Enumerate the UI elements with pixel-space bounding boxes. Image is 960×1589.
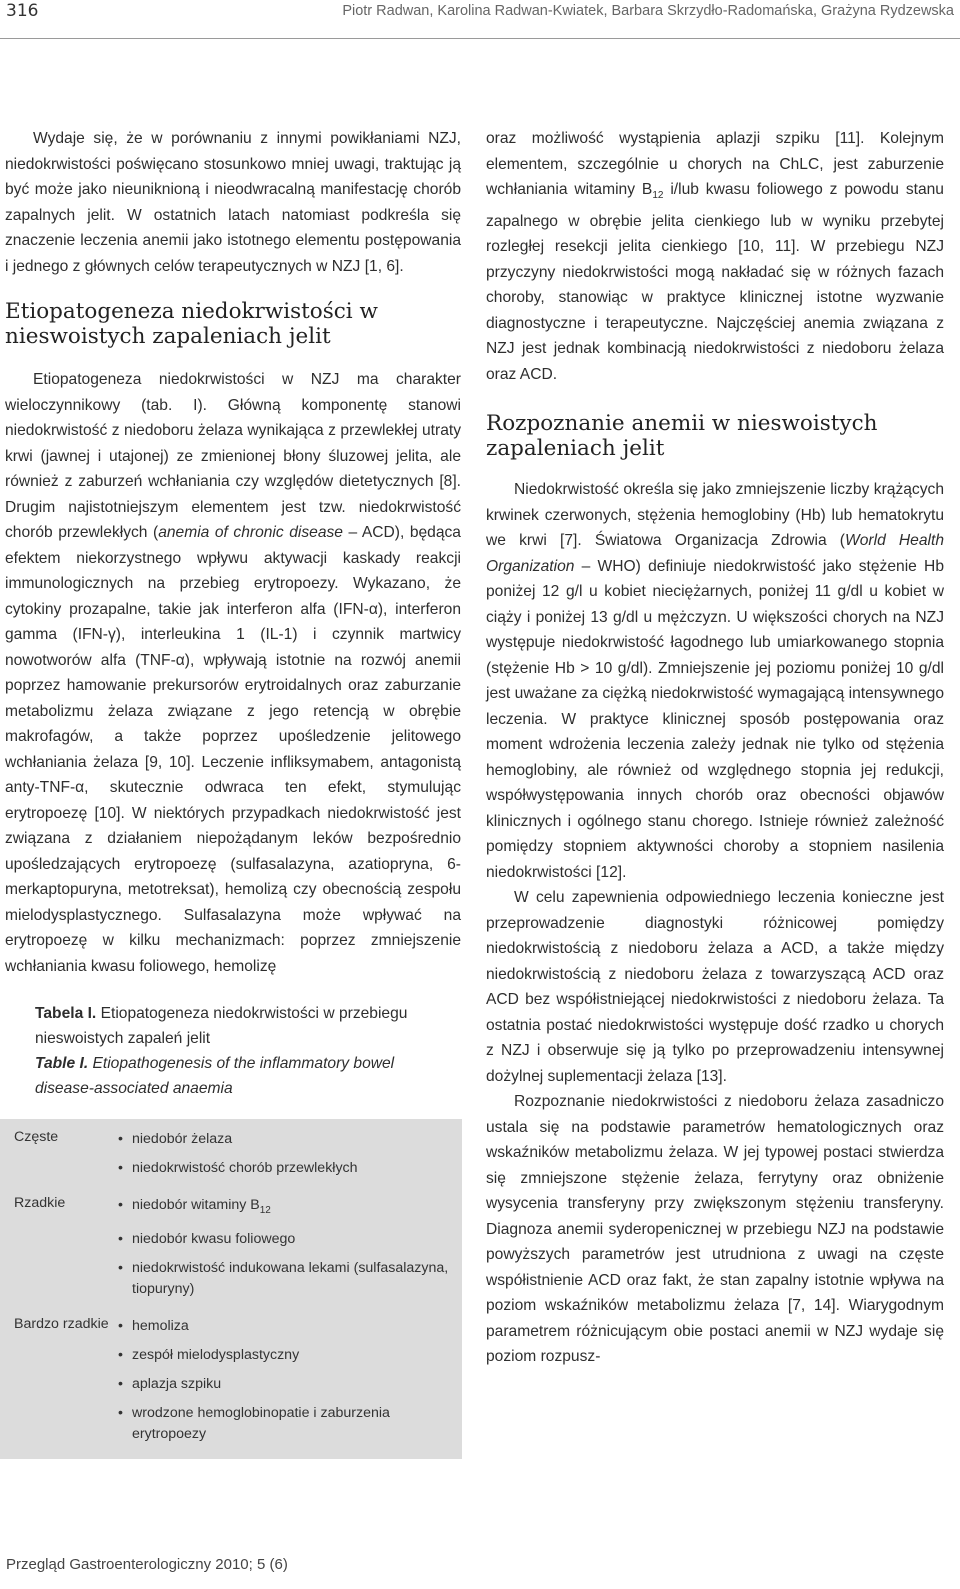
table-category: Bardzo rzadkie (14, 1315, 109, 1332)
etiopathogenesis-paragraph: Etiopatogeneza niedokrwistości w NZJ ma charakter wieloczynnikowy (tab. I). Główną komponentę stanowi niedokrwistość z niedoboru żelaza wynikająca z przewlekłej utraty krwi (jawnej i utajonej) ze zmienionej błony śluzowej jelita, ale również z zaburzeń wchłaniania czy względów dietetycznych [8]. Drugim najistotniejszym elementem jest tzw. niedokrwistość chorób przewlekłych (anemia of chronic disease – ACD), będąca efektem niekorzystnego wpływu aktywacji kaskady reakcji immunologicznych na przebieg erytropoezy. Wykazano, że cytokiny prozapalne, takie jak interferon alfa (IFN-α), interferon gamma (IFN-γ), interleukina 1 (IL-1) i czynnik martwicy nowotworów alfa (TNF-α), wpływają istotnie na rozwój anemii poprzez hamowanie prekursorów erytroidalnych oraz zaburzanie metabolizmu żelaza związane z jego retencją w obrębie makrofagów, a także poprzez upośledzenie jelitowego wchłaniania żelaza [9, 10]. Leczenie infliksymabem, antagonistą anty-TNF-α, skutecznie odwraca ten efekt, stymulując erytropoezę [10]. W niektórych przypadkach niedokrwistość jest związana z działaniem niepożądanym leków bezpośrednio upośledzających erytropoezę (sulfasalazyna, azatiopryna, 6-merkaptopuryna, metotreksat), hemolizą czy obecnością zespołu mielodysplastycznego. Sulfasalazyna może wpływać na erytropoezę w kilku mechanizmach: poprzez zmniejszenie wchłaniania kwasu foliowego, hemolizę (5, 371, 461, 975)
diagnosis-paragraph-1: Niedokrwistość określa się jako zmniejszenie liczby krążących krwinek czerwonych, stężenia hemoglobiny (Hb) lub hematokrytu we krwi [7]. Światowa Organizacja Zdrowia (World Health Organization – WHO) definiuje niedokrwistość jako stężenie Hb poniżej 12 g/l u kobiet nieciężarnych, poniżej 11 g/dl u kobiet w ciąży i poniżej 13 g/dl u mężczyzn. U większości chorych na NZJ występuje niedokrwistość łagodnego lub umiarkowanego stopnia (stężenie Hb > 10 g/dl). Zmniejszenie jej poziomu poniżej 10 g/dl jest uważane za ciężką niedokrwistość wymagającą intensywnego leczenia. W praktyce klinicznej sposób postępowania oraz moment wdrożenia leczenia zależy jednak nie tylko od stężenia hemoglobiny, ale również od względnego stopnia jej redukcji, współwystępowania innych chorób oraz obecności objawów klinicznych i ogólnego stanu chorego. Istnieje również zależność pomiędzy stopniem aktywności choroby a stopniem nasilenia niedokrwistości [12]. (486, 481, 944, 881)
table-row (0, 1195, 462, 1308)
table-caption-pl: Tabela I. Etiopatogeneza niedokrwistości w przebiegu nieswoistych zapaleń jelit (35, 1005, 408, 1047)
table-item: • wrodzone hemoglobinopatie i zaburzenia erytropoezy (118, 1403, 454, 1445)
table-item: • niedokrwistość indukowana lekami (sulfasalazyna, tiopuryny) (118, 1258, 454, 1300)
section-heading-diagnosis: Rozpoznanie anemii w nieswoistych zapaleniach jelit (486, 411, 878, 462)
table-item: • niedokrwistość chorób przewlekłych (118, 1158, 454, 1179)
table-row (0, 1316, 462, 1453)
table-category: Częste (14, 1129, 59, 1145)
table-category: Rzadkie (14, 1195, 66, 1211)
left-column (5, 126, 461, 1459)
diagnosis-paragraph-3: Rozpoznanie niedokrwistości z niedoboru żelaza zasadniczo ustala się na podstawie parametrów hematologicznych oraz wskaźników metabolizmu żelaza. W jej typowej postaci stwierdza się zmniejszone stężenie żelaza, ferrytyny oraz obniżenie wysycenia transferyny przy zwiększonym stężeniu transferyny. Diagnoza anemii syderopenicznej w przebiegu NZJ na podstawie powyższych parametrów jest utrudniona z uwagi na częste współistnienie ACD oraz fakt, że stan zapalny istotnie wpływa na poziom wskaźników metabolizmu żelaza [7, 14]. Wiarygodnym parametrem różnicującym obie postaci anemii w NZJ wydaje się poziom rozpusz- (486, 1093, 944, 1366)
table-item: • niedobór kwasu foliowego (118, 1229, 454, 1250)
table-item: • aplazja szpiku (118, 1374, 454, 1395)
running-header (0, 0, 960, 39)
table-row (0, 1129, 462, 1187)
continuation-paragraph: oraz możliwość wystąpienia aplazji szpiku [11]. Kolejnym elementem, szczególnie u chorych na ChLC, jest zaburzenie wchłaniania witaminy $B_{12}$ i/lub kwasu foliowego z powodu stanu zapalnego w obrębie jelita cienkiego lub w wyniku przebytej rozległej resekcji jelita cienkiego [10, 11]. W przebiegu NZJ przyczyny niedokrwistości mogą nakładać się w różnych fazach choroby, stanowiąc w praktyce klinicznej istotne wyzwanie diagnostyczne i terapeutyczne. Najczęściej anemia związana z NZJ jest jednak kombinacją niedokrwistości z niedoboru żelaza oraz ACD. (486, 130, 944, 383)
table-item: • zespół mielodysplastyczny (118, 1345, 454, 1366)
table-item: • hemoliza (118, 1316, 454, 1337)
page-number: 316 (6, 1, 39, 21)
diagnosis-paragraph-2: W celu zapewnienia odpowiedniego leczenia konieczne jest przeprowadzenie diagnostyki różnicowej pomiędzy niedokrwistością z niedoboru żelaza a ACD, a także między niedokrwistością z niedoboru żelaza z towarzyszącą ACD oraz ACD bez współistniejącej niedokrwistości z niedoboru żelaza. Ta ostatnia postać niedokrwistości występuje dość rzadko u chorych z NZJ i obserwuje się ją tylko po przeprowadzeniu intensywnej dożylnej suplementacji żelaza [13]. (486, 889, 944, 1085)
author-list: Piotr Radwan, Karolina Radwan-Kwiatek, Barbara Skrzydło-Radomańska, Grażyna Rydzewska (342, 3, 954, 19)
table-item: • niedobór witaminy $B_{12}$ (118, 1195, 454, 1221)
journal-footer: Przegląd Gastroenterologiczny 2010; 5 (6) (6, 1556, 288, 1573)
etiopathogenesis-table (0, 1119, 462, 1459)
intro-paragraph: Wydaje się, że w porównaniu z innymi powikłaniami NZJ, niedokrwistości poświęcano stosunkowo mniej uwagi, traktując ją być może jako nieuniknioną i nieodwracalną manifestację chorób zapalnych jelit. W ostatnich latach natomiast podkreśla się znaczenie leczenia anemii jako istotnego elementu postępowania i jednego z głównych celów terapeutycznych w NZJ [1, 6]. (5, 130, 461, 275)
table-caption (35, 1001, 435, 1101)
right-column (486, 126, 944, 1370)
section-heading-etiopathogenesis: Etiopatogeneza niedokrwistości w nieswoistych zapaleniach jelit (5, 299, 378, 349)
table-caption-en: Table I. Etiopathogenesis of the inflammatory bowel disease-associated anaemia (35, 1055, 395, 1097)
table-item: • niedobór żelaza (118, 1129, 454, 1150)
